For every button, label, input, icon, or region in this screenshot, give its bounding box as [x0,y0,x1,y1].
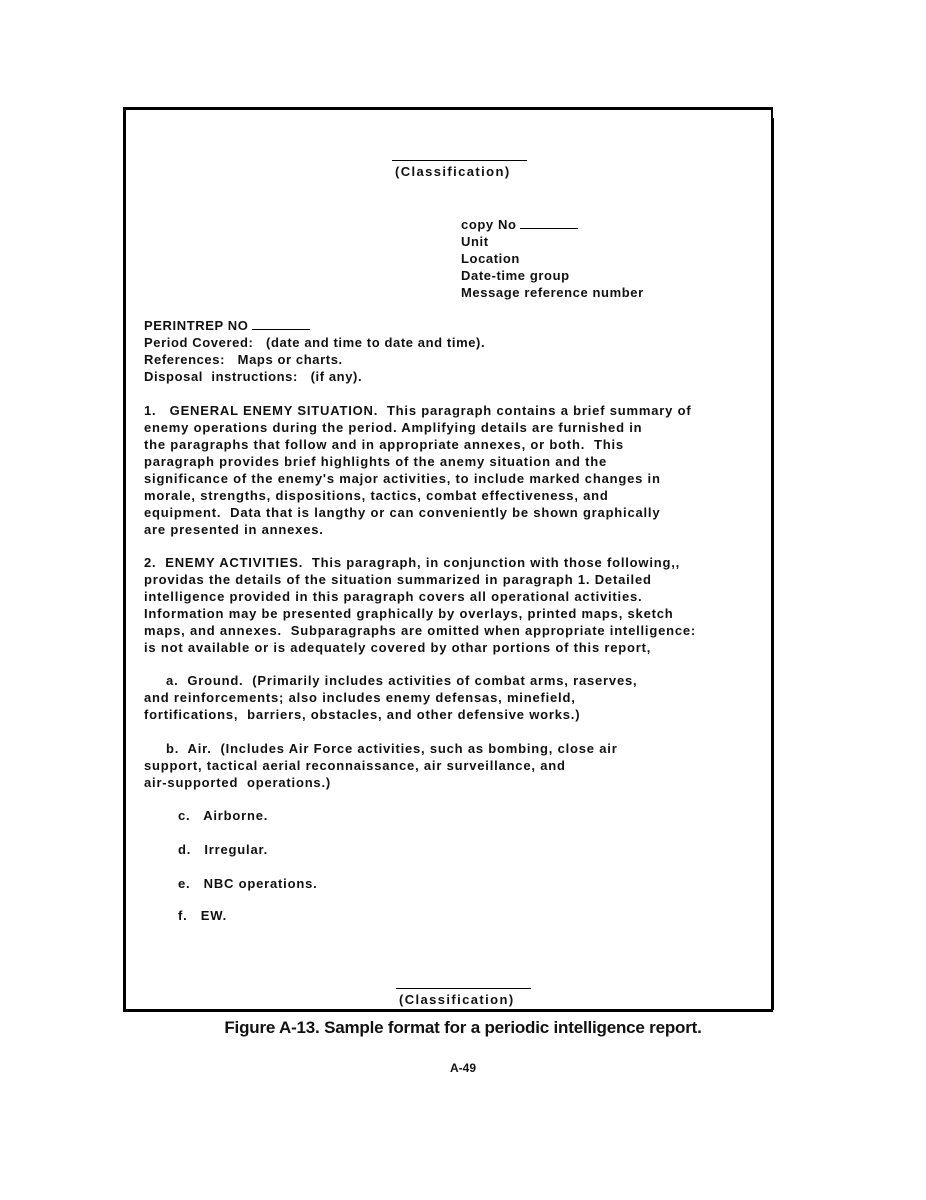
unit-label: Unit [461,234,489,249]
para2a-line: fortifications, barriers, obstacles, and other defensive works.) [144,707,581,722]
location-label: Location [461,251,520,266]
para1-line: equipment. Data that is langthy or can conveniently be shown graphically [144,505,661,520]
para2a-line: and reinforcements; also includes enemy defensas, minefield, [144,690,576,705]
classification-bottom: (Classification) [399,992,515,1007]
para2-line: providas the details of the situation summarized in paragraph 1. Detailed [144,572,652,587]
references: References: Maps or charts. [144,352,343,367]
para2-line: Information may be presented graphically by overlays, printed maps, sketch [144,606,674,621]
para2b-line: b. Air. (Includes Air Force activities, such as bombing, close air [144,741,618,756]
perintrep-title: PERINTREP NO [144,318,249,333]
dtg-label: Date-time group [461,268,570,283]
para1-line: enemy operations during the period. Amplifying details are furnished in [144,420,643,435]
header-block [461,216,644,301]
para1-line: morale, strengths, dispositions, tactics, combat effectiveness, and [144,488,609,503]
classification-line-top [392,160,527,161]
para2-line: intelligence provided in this paragraph covers all operational activities. [144,589,643,604]
message-reference-label: Message reference number [461,285,644,300]
para2b-line: support, tactical aerial reconnaissance, air surveillance, and [144,758,566,773]
subitem-d: d. Irregular. [178,842,269,857]
para2b-line: air-supported operations.) [144,775,332,790]
frame-right-edge [771,118,774,1010]
para2-line: is not available or is adequately covered by othar portions of this report, [144,640,652,655]
copy-no-label: copy No [461,217,517,232]
period-covered: Period Covered: (date and time to date and time). [144,335,486,350]
paragraph-2 [144,554,764,656]
para1-line: 1. GENERAL ENEMY SITUATION. This paragraph contains a brief summary of [144,403,692,418]
perintrep-blank [252,317,310,330]
paragraph-2a [144,672,764,723]
paragraph-1 [144,402,764,538]
perintrep-title-line [144,317,485,334]
classification-top: (Classification) [395,164,511,179]
figure-caption: Figure A-13. Sample format for a periodic intelligence report. [224,1018,702,1037]
disposal-instructions: Disposal instructions: (if any). [144,369,363,384]
para1-line: significance of the enemy's major activities, to include marked changes in [144,471,661,486]
para2a-line: a. Ground. (Primarily includes activities of combat arms, raserves, [144,673,638,688]
subitem-f: f. EW. [178,908,228,923]
paragraph-2b [144,740,764,791]
copy-no-blank [520,216,578,229]
para1-line: are presented in annexes. [144,522,324,537]
subitem-e: e. NBC operations. [178,876,318,891]
classification-line-bottom [396,988,531,989]
para2-line: 2. ENEMY ACTIVITIES. This paragraph, in conjunction with those following,, [144,555,681,570]
para2-line: maps, and annexes. Subparagraphs are omitted when appropriate intelligence: [144,623,697,638]
para1-line: paragraph provides brief highlights of the anemy situation and the [144,454,608,469]
page-number: A-49 [449,1061,476,1075]
subitem-c: c. Airborne. [178,808,269,823]
copy-no-line [461,216,644,233]
perintrep-block [144,317,485,385]
para1-line: the paragraphs that follow and in appropriate annexes, or both. This [144,437,624,452]
